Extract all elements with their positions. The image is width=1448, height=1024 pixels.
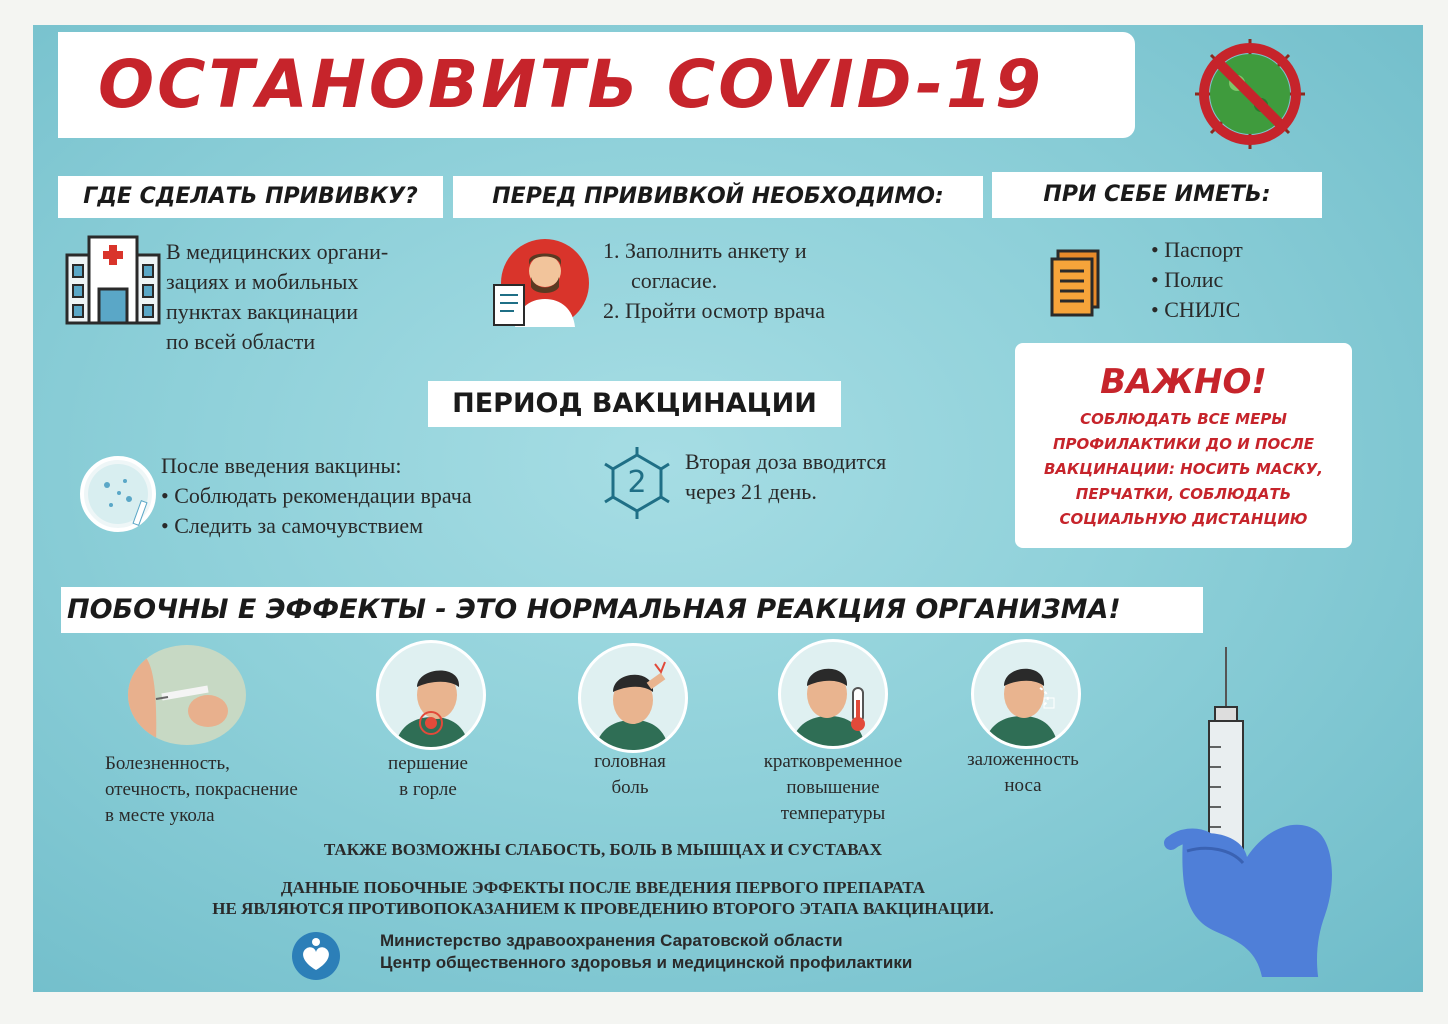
period-heading: ПЕРИОД ВАКЦИНАЦИИ [428,381,841,427]
documents-icon [1048,249,1102,319]
note-line: ДАННЫЕ ПОБОЧНЫЕ ЭФФЕКТЫ ПОСЛЕ ВВЕДЕНИЯ ПЕРВОГО ПРЕПАРАТА [280,878,926,897]
dose-number: 2 [627,465,647,500]
caption-line: температуры [780,803,886,824]
sore-throat-illustration [376,640,486,750]
side-effect-caption [105,751,355,829]
caption-line: боль [611,777,649,798]
caption-line: заложенность [967,749,1079,770]
carry-list [1151,235,1243,325]
list-item: • Следить за самочувствием [161,511,472,541]
before-text [603,236,825,326]
before-line: 1. Заполнить анкету и [603,238,807,263]
important-line: ПРОФИЛАКТИКИ ДО И ПОСЛЕ [1052,435,1314,453]
list-item: • Паспорт [1151,235,1243,265]
list-item: • Полис [1151,265,1243,295]
caption-line: кратковременное [763,751,903,772]
before-heading: ПЕРЕД ПРИВИВКОЙ НЕОБХОДИМО: [453,176,983,218]
stuffy-nose-illustration [971,639,1081,749]
side-effect-caption [353,751,503,803]
important-box [1015,343,1352,548]
important-title: ВАЖНО! [1100,362,1267,402]
note-line: НЕ ЯВЛЯЮТСЯ ПРОТИВОПОКАЗАНИЕМ К ПРОВЕДЕНИЮ ВТОРОГО ЭТАПА ВАКЦИНАЦИИ. [212,899,994,918]
title-banner [58,32,1135,138]
where-line: зациях и мобильных [166,269,359,294]
caption-line: носа [1004,775,1042,796]
caption-line: повышение [786,777,880,798]
side-effect-caption [555,749,705,801]
stop-virus-icon [1191,35,1309,153]
where-heading: ГДЕ СДЕЛАТЬ ПРИВИВКУ? [58,176,443,218]
hospital-icon [63,233,163,325]
list-item: • СНИЛС [1151,295,1243,325]
caption-line: першение [388,753,468,774]
poster [33,25,1423,992]
footer-org [380,930,912,974]
also-possible-text: ТАКЖЕ ВОЗМОЖНЫ СЛАБОСТЬ, БОЛЬ В МЫШЦАХ И СУСТАВАХ [323,840,883,859]
fever-illustration [778,639,888,749]
injection-arm-illustration [128,645,246,745]
dose-line: через 21 день. [685,479,817,504]
after-vaccine-text [161,451,472,541]
org-line: Центр общественного здоровья и медицинской профилактики [380,953,913,972]
caption-line: отечность, покраснение [105,779,298,800]
syringe-glove-illustration [1163,647,1383,977]
caption-line: головная [594,751,666,772]
where-text [166,237,388,357]
petri-dish-icon [79,455,157,533]
page-title: ОСТАНОВИТЬ COVID-19 [98,46,1044,123]
before-line: 2. Пройти осмотр врача [603,298,825,323]
before-line: согласие. [631,268,718,293]
headache-illustration [578,643,688,753]
important-line: ВАКЦИНАЦИИ: НОСИТЬ МАСКУ, [1043,460,1323,478]
where-line: по всей области [166,329,316,354]
second-dose-icon [601,447,673,519]
important-line: СОБЛЮДАТЬ ВСЕ МЕРЫ [1080,410,1287,428]
after-title: После введения вакцины: [161,453,402,478]
important-line: СОЦИАЛЬНУЮ ДИСТАНЦИЮ [1059,510,1308,528]
important-line: ПЕРЧАТКИ, СОБЛЮДАТЬ [1075,485,1292,503]
caption-line: в горле [399,779,457,800]
second-dose-text [685,447,886,507]
important-text [1015,407,1352,532]
side-effect-caption [948,747,1098,799]
caption-line: в месте укола [105,805,215,826]
contraindication-note [163,877,1043,919]
carry-heading: ПРИ СЕБЕ ИМЕТЬ: [992,172,1322,218]
after-list [161,481,472,541]
org-line: Министерство здравоохранения Саратовской области [380,931,843,950]
ministry-logo-icon [290,930,342,982]
list-item: • Соблюдать рекомендации врача [161,481,472,511]
dose-line: Вторая доза вводится [685,449,887,474]
where-line: пунктах вакцинации [166,299,359,324]
caption-line: Болезненность, [105,753,230,774]
side-effect-caption [733,749,933,827]
doctor-icon [488,237,592,329]
where-line: В медицинских органи- [166,239,389,264]
side-effects-heading: ПОБОЧНЫ Е ЭФФЕКТЫ - ЭТО НОРМАЛЬНАЯ РЕАКЦИЯ ОРГАНИЗМА! [61,587,1203,633]
